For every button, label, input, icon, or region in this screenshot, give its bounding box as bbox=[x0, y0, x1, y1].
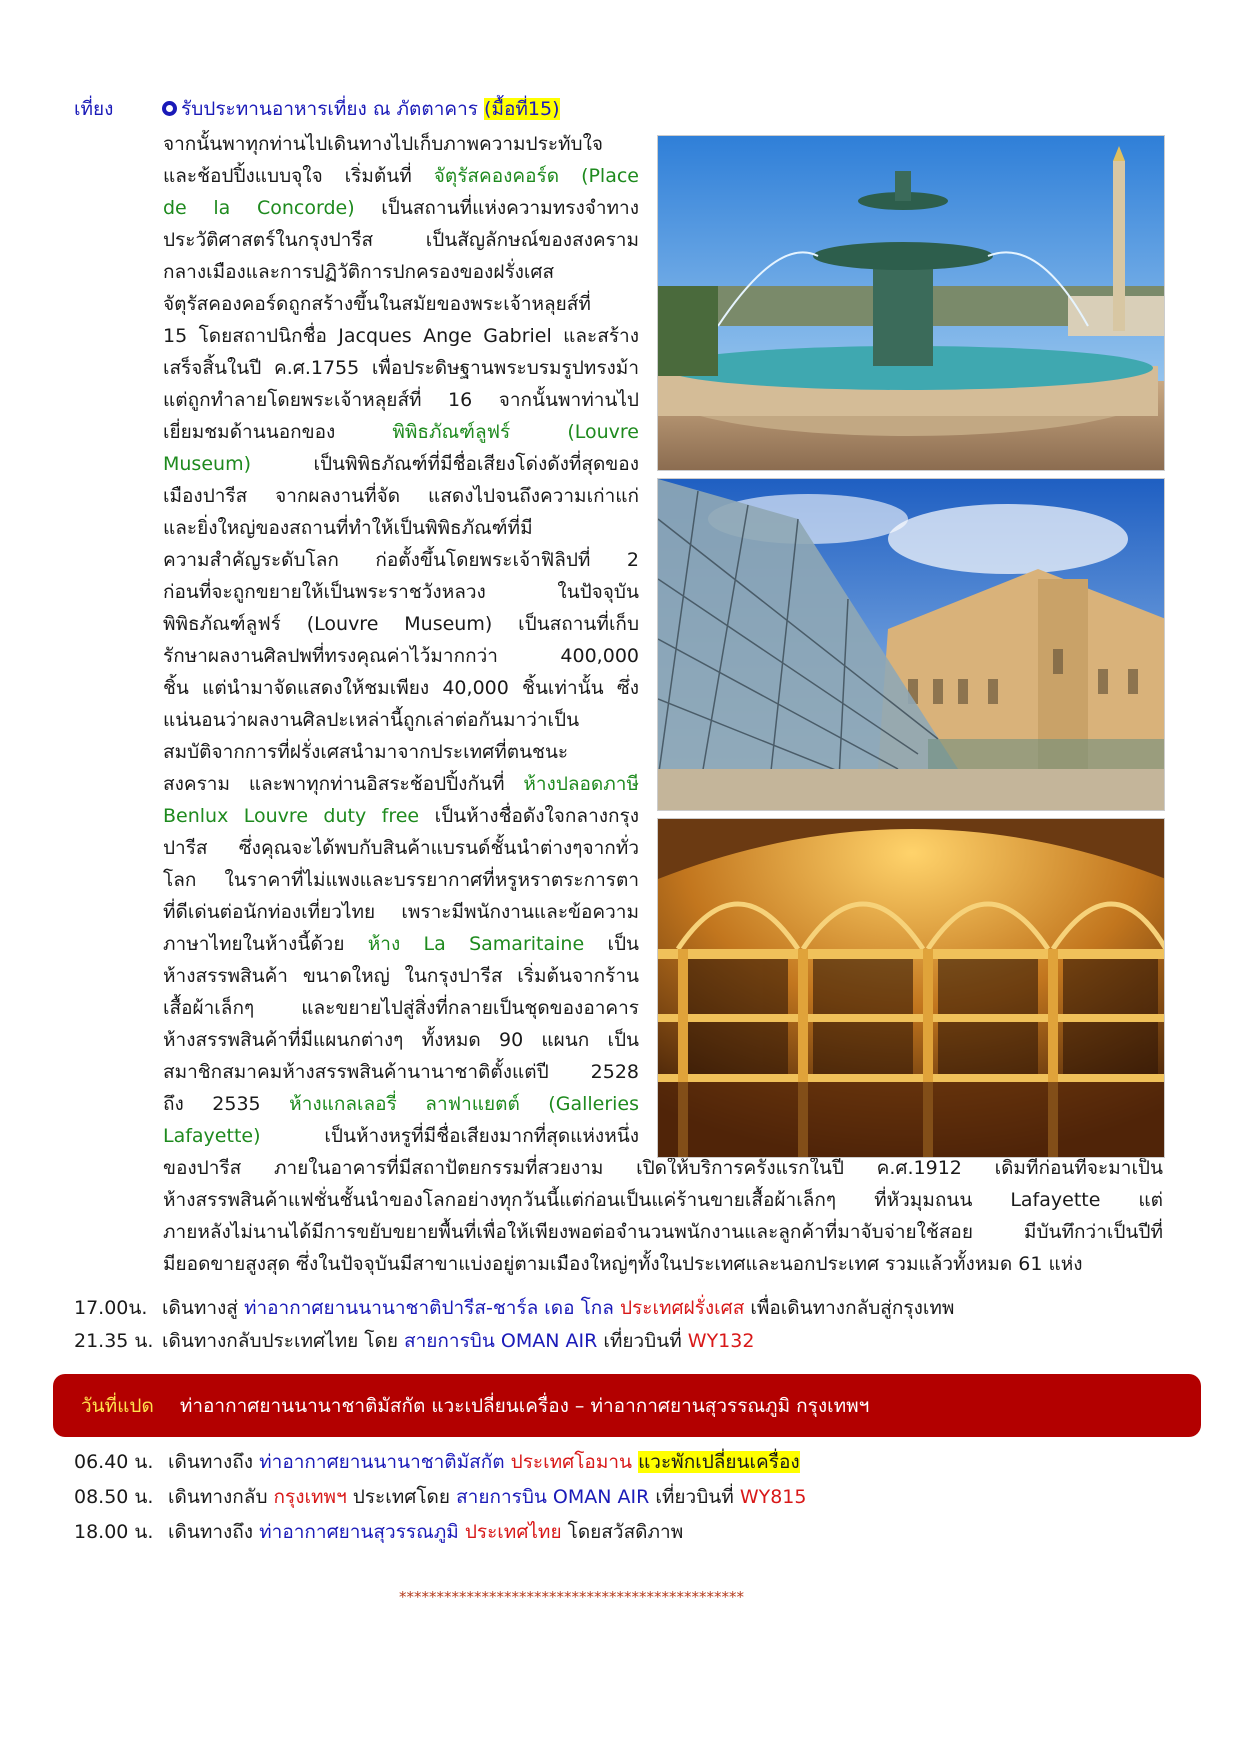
text-line: แน่นอนว่าผลงานศิลปะเหล่านี้ถูกเล่าต่อกันมาว่าเป็น bbox=[163, 709, 580, 731]
schedule-row-0850: 08.50 น. เดินทางกลับ กรุงเทพฯ ประเทศโดย สายการบิน OMAN AIR เที่ยวบินที่ WY815 bbox=[74, 1482, 806, 1512]
schedule-time: 08.50 น. bbox=[74, 1486, 154, 1508]
text-line: จัตุรัสคองคอร์ดถูกสร้างขึ้นในสมัยของพระเจ้าหลุยส์ที่ bbox=[163, 293, 591, 315]
text-line: สมาชิกสมาคมห้างสรรพสินค้านานาชาติตั้งแต่ปี 2528 bbox=[163, 1061, 639, 1083]
place-benlux-cont: Benlux Louvre duty free bbox=[163, 805, 420, 827]
text-line: สมบัติจากการที่ฝรั่งเศสนำมาจากประเทศที่ตนชนะ bbox=[163, 741, 569, 763]
lunch-time-label: เที่ยง bbox=[74, 98, 114, 120]
flight-number: WY815 bbox=[739, 1486, 807, 1508]
text-line: ประวัติศาสตร์ในกรุงปารีส เป็นสัญลักษณ์ของสงคราม bbox=[163, 229, 639, 251]
text-line: รักษาผลงานศิลปพที่ทรงคุณค่าไว้มากกว่า 400,000 bbox=[163, 645, 639, 667]
louvre-pyramid-image bbox=[658, 479, 1165, 811]
photo-galeries-lafayette bbox=[657, 818, 1165, 1158]
text-line: เสื้อผ้าเล็กๆ และขยายไปสู่สิ่งที่กลายเป็นชุดของอาคาร bbox=[163, 997, 639, 1019]
text-line: พิพิธภัณฑ์ลูฟร์ (Louvre Museum) เป็นสถานที่เก็บ bbox=[163, 613, 639, 635]
photo-louvre-pyramid bbox=[657, 478, 1165, 811]
day-title: ท่าอากาศยานนานาชาติมัสกัต แวะเปลี่ยนเครื่อง – ท่าอากาศยานสุวรรณภูมิ กรุงเทพฯ bbox=[179, 1394, 870, 1417]
schedule-row-2135: 21.35 น. เดินทางกลับประเทศไทย โดย สายการบิน OMAN AIR เที่ยวบินที่ WY132 bbox=[74, 1326, 754, 1356]
text-line: ของปารีส ภายในอาคารที่มีสถาปัตยกรรมที่สวยงาม เปิดให้บริการครั้งแรกในปี ค.ศ.1912 เดิมทีก่อนที่จะมาเป็น bbox=[163, 1157, 1163, 1179]
place-louvre-cont: Museum) bbox=[163, 453, 251, 475]
text-line: Benlux Louvre duty free เป็นห้างชื่อดังใจกลางกรุง bbox=[163, 805, 639, 827]
text-line: Lafayette) เป็นห้างหรูที่มีชื่อเสียงมากที่สุดแห่งหนึ่ง bbox=[163, 1125, 639, 1147]
flight-number: WY132 bbox=[687, 1330, 755, 1352]
airport-cdg: ท่าอากาศยานนานาชาติปารีส-ชาร์ล เดอ โกล bbox=[243, 1297, 614, 1319]
schedule-time: 17.00น. bbox=[74, 1297, 148, 1319]
schedule-row-1800: 18.00 น. เดินทางถึง ท่าอากาศยานสุวรรณภูมิ ประเทศไทย โดยสวัสดิภาพ bbox=[74, 1517, 683, 1547]
airline-oman-air: สายการบิน OMAN AIR bbox=[456, 1486, 650, 1508]
text-line: ห้างสรรพสินค้าที่มีแผนกต่างๆ ทั้งหมด 90 แผนก เป็น bbox=[163, 1029, 639, 1051]
place-concorde-cont: de la Concorde) bbox=[163, 197, 355, 219]
text-line: และช้อปปิ้งแบบจุใจ เริ่มต้นที่ จัตุรัสคองคอร์ด (Place bbox=[163, 165, 639, 187]
place-lafayette-cont: Lafayette) bbox=[163, 1125, 261, 1147]
transit-highlight: แวะพักเปลี่ยนเครื่อง bbox=[638, 1451, 800, 1473]
text-line: สงคราม และพาทุกท่านอิสระช้อปปิ้งกันที่ ห้างปลอดภาษี bbox=[163, 773, 639, 795]
text-line: โลก ในราคาที่ไม่แพงและบรรยากาศที่หรูหราตระการตา bbox=[163, 869, 639, 891]
text-line: แต่ถูกทำลายโดยพระเจ้าหลุยส์ที่ 16 จากนั้นพาท่านไป bbox=[163, 389, 639, 411]
text-line: ภายหลังไม่นานได้มีการขยับขยายพื้นที่เพื่อให้เพียงพอต่อจำนวนพนักงานและลูกค้าที่มาจับจ่ายใช้สอย มีบันทึกว่าเป็นปีที่ bbox=[163, 1221, 1163, 1243]
airport-suvarnabhumi: ท่าอากาศยานสุวรรณภูมิ bbox=[259, 1521, 459, 1543]
day8-banner bbox=[53, 1374, 1201, 1437]
text-line: ความสำคัญระดับโลก ก่อตั้งขึ้นโดยพระเจ้าฟิลิปที่ 2 bbox=[163, 549, 639, 571]
text-line: จากนั้นพาทุกท่านไปเดินทางไปเก็บภาพความประทับใจ bbox=[163, 133, 604, 155]
plate-icon bbox=[162, 101, 177, 116]
text-line: ภาษาไทยในห้างนี้ด้วย ห้าง La Samaritaine เป็น bbox=[163, 933, 639, 955]
schedule-time: 06.40 น. bbox=[74, 1451, 154, 1473]
text-line: และยิ่งใหญ่ของสถานที่ทำให้เป็นพิพิธภัณฑ์ที่มี bbox=[163, 517, 533, 539]
concorde-fountain-image bbox=[658, 136, 1165, 471]
text-line: ห้างสรรพสินค้า ขนาดใหญ่ ในกรุงปารีส เริ่มต้นจากร้าน bbox=[163, 965, 639, 987]
lunch-text: รับประทานอาหารเที่ยง ณ ภัตตาคาร bbox=[181, 98, 485, 120]
airline-oman-air: สายการบิน OMAN AIR bbox=[404, 1330, 598, 1352]
place-louvre: พิพิธภัณฑ์ลูฟร์ (Louvre bbox=[392, 421, 639, 443]
text-line: เสร็จสิ้นในปี ค.ศ.1755 เพื่อประดิษฐานพระบรมรูปทรงม้า bbox=[163, 357, 639, 379]
text-line: ปารีส ซึ่งคุณจะได้พบกับสินค้าแบรนด์ชั้นนำต่างๆจากทั่ว bbox=[163, 837, 639, 859]
text-line: เยี่ยมชมด้านนอกของ พิพิธภัณฑ์ลูฟร์ (Louvre bbox=[163, 421, 639, 443]
schedule-time: 21.35 น. bbox=[74, 1330, 154, 1352]
text-line: ก่อนที่จะถูกขยายให้เป็นพระราชวังหลวง ในปัจจุบัน bbox=[163, 581, 639, 603]
country-oman: ประเทศโอมาน bbox=[510, 1451, 633, 1473]
country-france: ประเทศฝรั่งเศส bbox=[619, 1297, 745, 1319]
airport-muscat: ท่าอากาศยานนานาชาติมัสกัต bbox=[259, 1451, 505, 1473]
text-line: กลางเมืองและการปฏิวัติการปกครองของฝรั่งเศส bbox=[163, 261, 555, 283]
galeries-lafayette-image bbox=[658, 819, 1165, 1158]
photo-concorde-fountain bbox=[657, 135, 1165, 471]
end-divider: ********************************************** bbox=[399, 1588, 744, 1606]
text-line: ชิ้น แต่นำมาจัดแสดงให้ชมเพียง 40,000 ชิ้นเท่านั้น ซึ่ง bbox=[163, 677, 639, 699]
text-line: ถึง 2535 ห้างแกลเลอรี่ ลาฟาแยตต์ (Galleries bbox=[163, 1093, 640, 1115]
text-line: เมืองปารีส จากผลงานที่จัด แสดงไปจนถึงความเก่าแก่ bbox=[163, 485, 639, 507]
text-line: Museum) เป็นพิพิธภัณฑ์ที่มีชื่อเสียงโด่งดังที่สุดของ bbox=[163, 453, 639, 475]
text-line: ที่ดีเด่นต่อนักท่องเที่ยวไทย เพราะมีพนักงานและข้อความ bbox=[163, 901, 639, 923]
place-concorde: จัตุรัสคองคอร์ด (Place bbox=[433, 165, 639, 187]
text-line: de la Concorde) เป็นสถานที่แห่งความทรงจำทาง bbox=[163, 197, 639, 219]
text-line: ห้างสรรพสินค้าแฟชั่นชั้นนำของโลกอย่างทุกวันนี้แต่ก่อนเป็นแค่ร้านขายเสื้อผ้าเล็กๆ ที่หัวมุมถนน Lafayette แต่ bbox=[163, 1189, 1163, 1211]
schedule-row-0640: 06.40 น. เดินทางถึง ท่าอากาศยานนานาชาติมัสกัต ประเทศโอมาน แวะพักเปลี่ยนเครื่อง bbox=[74, 1447, 800, 1477]
meal-number-badge: (มื้อที่15) bbox=[484, 98, 560, 120]
text-line: 15 โดยสถาปนิกชื่อ Jacques Ange Gabriel และสร้าง bbox=[163, 325, 639, 347]
schedule-time: 18.00 น. bbox=[74, 1521, 154, 1543]
day-label: วันที่แปด bbox=[81, 1394, 154, 1417]
lunch-row bbox=[74, 94, 560, 124]
place-lafayette: ห้างแกลเลอรี่ ลาฟาแยตต์ (Galleries bbox=[289, 1093, 640, 1115]
country-thailand: ประเทศไทย bbox=[464, 1521, 562, 1543]
place-benlux: ห้างปลอดภาษี bbox=[523, 773, 639, 795]
place-samaritaine: ห้าง La Samaritaine bbox=[367, 933, 585, 955]
city-bangkok: กรุงเทพฯ bbox=[273, 1486, 347, 1508]
text-line: มียอดขายสูงสุด ซึ่งในปัจจุบันมีสาขาแบ่งอยู่ตามเมืองใหญ่ๆทั้งในประเทศและนอกประเทศ รวมแล้วทั้งหมด 61 แห่ง bbox=[163, 1253, 1083, 1275]
schedule-row-1700: 17.00น. เดินทางสู่ ท่าอากาศยานนานาชาติปารีส-ชาร์ล เดอ โกล ประเทศฝรั่งเศส เพื่อเดินทางกลับสู่กรุงเทพ bbox=[74, 1293, 954, 1323]
